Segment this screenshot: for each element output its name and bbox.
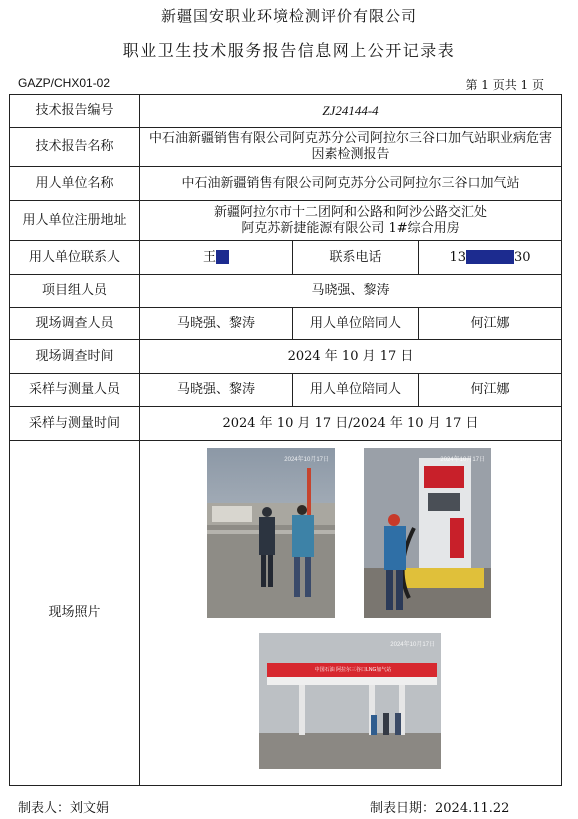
site-photos — [140, 441, 562, 786]
escort-person: 何江娜 — [419, 374, 562, 407]
report-name-label: 技术报告名称 — [10, 128, 140, 167]
photos-label: 现场照片 — [10, 441, 140, 786]
survey-time-label: 现场调查时间 — [10, 340, 140, 374]
prepared-date: 制表日期：2024.11.22 — [370, 801, 510, 816]
site-photo-2 — [364, 448, 491, 618]
photo-timestamp: 2024年10月17日 — [440, 457, 485, 463]
contact-label: 用人单位联系人 — [10, 241, 140, 275]
employer-name: 中石油新疆销售有限公司阿克苏分公司阿拉尔三谷口加气站 — [140, 167, 562, 201]
phone-prefix: 13 — [449, 249, 466, 265]
report-no-label: 技术报告编号 — [10, 95, 140, 128]
photo-timestamp: 2024年10月17日 — [390, 642, 435, 648]
employer-address — [140, 201, 562, 241]
address-line-2: 阿克苏新捷能源有限公司 1#综合用房 — [241, 220, 460, 236]
survey-staff: 马晓强、黎涛 — [140, 308, 293, 340]
photo-image — [207, 448, 335, 618]
photo-timestamp: 2024年10月17日 — [284, 457, 329, 463]
address-label: 用人单位注册地址 — [10, 201, 140, 241]
address-line-1: 新疆阿拉尔市十二团阿和公路和阿沙公路交汇处 — [213, 204, 487, 220]
redaction-mark — [466, 250, 514, 264]
station-sign: 中国石油 阿拉尔三谷口LNG加气站 — [314, 667, 392, 673]
page-info: 第 1 页共 1 页 — [465, 78, 544, 92]
form-code: GAZP/CHX01-02 — [18, 76, 111, 90]
document-title: 职业卫生技术服务报告信息网上公开记录表 — [122, 41, 456, 60]
prepared-by: 制表人：刘文娟 — [18, 801, 110, 816]
phone-label: 联系电话 — [293, 241, 419, 275]
employer-label: 用人单位名称 — [10, 167, 140, 201]
sampling-staff-label: 采样与测量人员 — [10, 374, 140, 407]
sampling-time: 2024 年 10 月 17 日/2024 年 10 月 17 日 — [140, 407, 562, 441]
phone-number — [419, 241, 562, 275]
redaction-mark — [216, 250, 229, 264]
escort-label: 用人单位陪同人 — [293, 374, 419, 407]
team-label: 项目组人员 — [10, 275, 140, 308]
site-photo-1 — [207, 448, 335, 618]
report-name: 中石油新疆销售有限公司阿克苏分公司阿拉尔三谷口加气站职业病危害因素检测报告 — [140, 128, 562, 167]
photo-image — [259, 633, 441, 769]
phone-suffix: 30 — [514, 249, 531, 265]
contact-person — [140, 241, 293, 275]
photo-image — [364, 448, 491, 618]
report-no: ZJ24144-4 — [140, 95, 562, 128]
escort-person: 何江娜 — [419, 308, 562, 340]
sampling-time-label: 采样与测量时间 — [10, 407, 140, 441]
survey-staff-label: 现场调查人员 — [10, 308, 140, 340]
site-photo-3 — [259, 633, 441, 769]
survey-time: 2024 年 10 月 17 日 — [140, 340, 562, 374]
company-name: 新疆国安职业环境检测评价有限公司 — [160, 7, 417, 25]
escort-label: 用人单位陪同人 — [293, 308, 419, 340]
record-table — [9, 94, 562, 786]
sampling-staff: 马晓强、黎涛 — [140, 374, 293, 407]
contact-name: 王 — [202, 249, 216, 265]
team-members: 马晓强、黎涛 — [140, 275, 562, 308]
